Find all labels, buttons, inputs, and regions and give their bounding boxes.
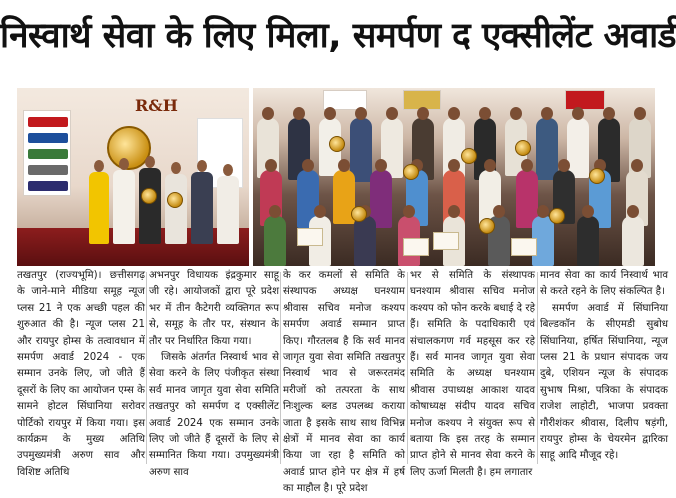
award-medal [515,140,531,156]
sponsor-logo [28,165,68,175]
award-medal [479,218,495,234]
person [165,174,187,244]
sponsor-logo [28,117,68,127]
award-certificate [511,238,537,256]
person-head [94,160,104,172]
headline: निस्वार्थ सेवा के लिए मिला, समर्पण द एक्सीलेंट अवार्ड [0,16,676,56]
person-head [171,162,181,174]
column-divider [537,272,538,464]
person [264,216,286,266]
award-medal [589,168,605,184]
person [217,176,239,244]
person [354,216,376,266]
award-medal [403,164,419,180]
column-divider [146,272,147,464]
sponsor-logo-board [23,110,71,196]
person [89,172,109,244]
column-divider [280,272,281,464]
sponsor-logo [28,149,68,159]
person-head [119,158,129,170]
article-column-5 [540,268,668,466]
person [622,216,644,266]
award-certificate [403,238,429,256]
award-medal [329,136,345,152]
person [567,118,589,178]
award-medal [461,148,477,164]
person-head [223,164,233,176]
awardees-group-photo [253,88,655,266]
article-paragraph: समर्पण अवार्ड में सिंघानिया बिल्डकॉन के सीएमडी सुबोध सिंघानिया, हर्षित सिंघानिया, न्यूज प्लस 21 के प्रधान संपादक जय दुबे, एशियन न्यूज के संपादक सुभाष मिश्रा, पत्रिका के संपादक राजेश लाहोटी, भाजपा प्रवक्ता गौरीशंकर श्रीवास, दिलीप षड़ंगी, रायपुर होम्स के चेयरमेन द्वारिका साहू आदि मौजूद रहे। [540,302,668,462]
article-paragraph: भर से समिति के संस्थापक घनश्याम श्रीवास सचिव मनोज कश्यप को फोन करके बधाई दे रहे हैं। समिति के पदाधिकारी एवं संचालकगण गर्व महसूस कर रहे हैं। सर्व मानव जागृत युवा सेवा समिति के अध्यक्ष घनश्याम श्रीवास उपाध्यक्ष आकाश यादव कोषाध्यक्ष संदीप यादव सचिव मनोज कश्यप ने संयुक्त रूप से बताया कि इस तरह के सम्मान प्राप्त होने से मानव सेवा करने के लिए ऊर्जा मिलती है। हम लगातार [410,270,535,478]
sponsor-logo [28,181,68,191]
column-divider [407,272,408,464]
article-column-3 [283,268,405,495]
event-banner [565,90,605,110]
article-column-2 [149,268,279,478]
award-medal [351,206,367,222]
award-stage-photo [17,88,249,266]
person-head [145,156,155,168]
article-column-1 [17,268,145,478]
person [139,168,161,244]
person [113,170,135,244]
article-paragraph: के कर कमलों से समिति के संस्थापक अध्यक्ष घनश्याम श्रीवास सचिव मनोज कश्यप समर्पण अवार्ड सम्मान प्राप्त किए। गौरतलब है कि सर्व मानव जागृत युवा सेवा समिति तखतपुर निस्वार्थ भाव से जरूरतमंद मरीजों को तत्परता के साथ निःशुल्क ब्लड उपलब्ध कराया जाता है इसके साथ साथ विभिन्न क्षेत्रों में मानव सेवा का कार्य किया जा रहा है समिति को अवार्ड प्राप्त होने पर क्षेत्र में हर्ष का माहौल है। पूरे प्रदेश [283,270,405,495]
sponsor-logo [28,133,68,143]
article-paragraph: अभनपुर विधायक इंद्रकुमार साहू जी रहे। आयोजकों द्वारा पूरे प्रदेश भर में तीन कैटेगरी व्यक्तिगत रूप से, समूह के तौर पर, संस्थान के तौर पर निर्धारित किया गया। [149,270,279,347]
person-head [197,160,207,172]
award-certificate [433,232,459,250]
person [577,216,599,266]
stage-logo-text: R&H [135,96,178,115]
article-paragraph: जिसके अंतर्गत निस्वार्थ भाव से सेवा करने के लिए पंजीकृत संस्था सर्व मानव जागृत युवा सेवा समिति तखतपुर को समर्पण द एक्सीलेंट अवार्ड 2024 एक सम्मान उनके लिए जो जीते हैं दूसरों के लिए से सम्मानित किया गया। उपमुख्यमंत्री अरुण साव [149,352,279,478]
award-medal [549,208,565,224]
article-paragraph: तखतपुर (राज्यभूमि)। छत्तीसगढ़ के जाने-माने मीडिया समूह न्यूज प्लस 21 ने एक अच्छी पहल की शुरुआत की है। न्यूज प्लस 21 और रायपुर होम्स के तत्वावधान में समर्पण अवार्ड 2024 - एक सम्मान उनके लिए, जो जीते हैं दूसरों के लिए का आयोजन एम्स के सामने होटल सिंघानिया सरोवर पोर्टिको रायपुर में किया गया। इस कार्यक्रम के मुख्य अतिथि उपमुख्यमंत्री अरुण साव और विशिष्ट अतिथि [17,270,145,478]
person [191,172,213,244]
award-medal [141,188,157,204]
article-column-4 [410,268,535,478]
award-certificate [297,228,323,246]
award-medal [167,192,183,208]
article-paragraph: मानव सेवा का कार्य निस्वार्थ भाव से करते रहने के लिए संकल्पित है। [540,270,668,298]
